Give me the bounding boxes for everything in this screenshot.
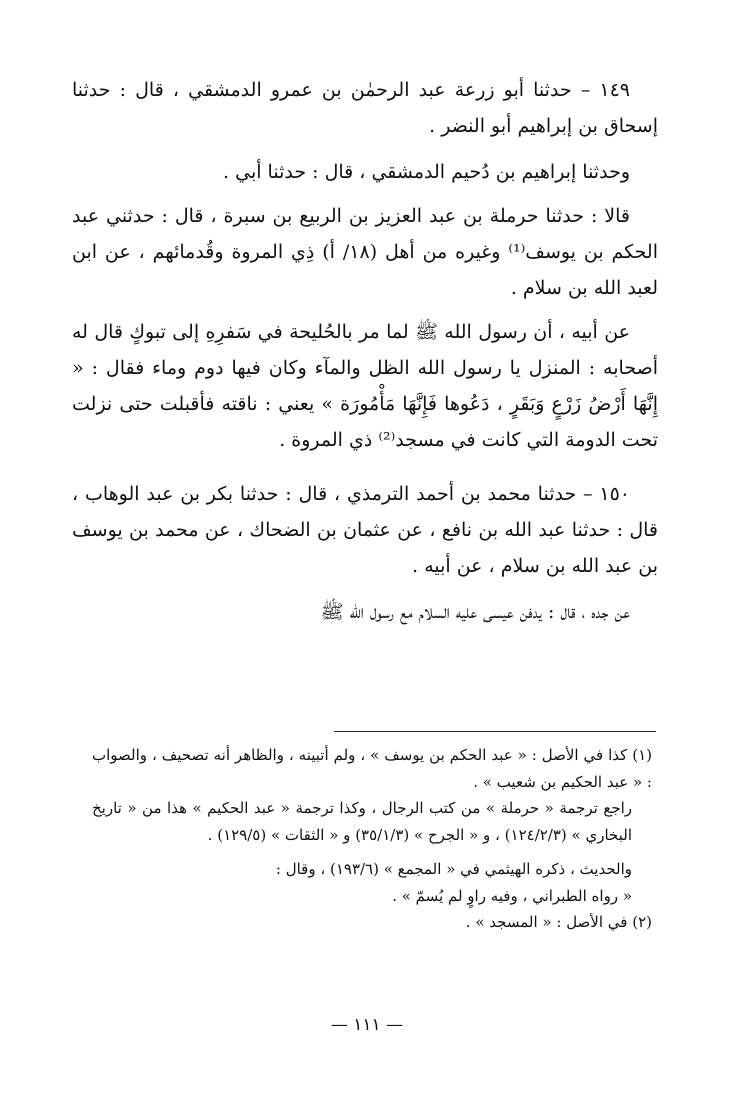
hadith-149-common-chain: قالا : حدثنا حرملة بن عبد العزيز بن الربيع بن سبرة ، قال : حدثني عبد الحكم بن يوسف⁽¹⁾ وغيره من أهل (١٨/ أ) ذِي المروة وقُدمائهم ، عن ابن لعبد الله بن سلام .: [72, 205, 658, 299]
footnote-2: (٢) في الأصل : « المسجد » .: [465, 913, 652, 931]
hadith-149-second-chain: وحدثنا إبراهيم بن دُحيم الدمشقي ، قال : حدثنا أبي .: [223, 161, 630, 183]
footnotes: [92, 742, 652, 936]
page-number: — ١١١ —: [330, 1015, 404, 1035]
main-text: [72, 72, 658, 630]
hadith-149-matn: عن أبيه ، أن رسول الله ﷺ لما مر بالحُليحة في سَفرِهِ إلى تبوكٍ قال له أصحابه : المنزل يا رسول الله الظل والمآء وكان فيها دوم وماء فقال : « إِنَّهَا أَرْضُ زَرْعٍ وَبَقَرٍ ، دَعُوها فَإِنَّهَا مَأْمُورَة » يعني : ناقته فأقبلت حتى نزلت تحت الدومة التي كانت في مسجد⁽²⁾ ذي المروة .: [72, 321, 658, 451]
footnote-1: (١) كذا في الأصل : « عبد الحكم بن يوسف » ، ولم أتبينه ، والظاهر أنه تصحيف ، والصواب : « عبد الحكيم بن شعيب » .: [92, 746, 652, 791]
hadith-150-isnad: ١٥٠ – حدثنا محمد بن أحمد الترمذي ، قال : حدثنا بكر بن عبد الوهاب ، قال : حدثنا عبد الله بن نافع ، عن عثمان بن الضحاك ، عن محمد بن يوسف بن عبد الله بن سلام ، عن أبيه .: [72, 483, 658, 577]
footnote-1-references: راجع ترجمة « حرملة » من كتب الرجال ، وكذا ترجمة « عبد الحكيم » هذا من « تاريخ البخاري » (١٢٤/٢/٣) ، و « الجرح » (٣٥/١/٣) و « الثقات » (١٢٩/٥) .: [92, 799, 632, 844]
footnote-1-haythami: والحديث ، ذكره الهيثمي في « المجمع » (١٩٣/٦) ، وقال :: [275, 860, 632, 878]
footnote-separator: [334, 731, 656, 732]
footnote-1-quote: « رواه الطبراني ، وفيه راوٍ لم يُسمّ » .: [392, 886, 632, 905]
hadith-150-matn: عن جده ، قال : يدفن عيسى عليه السلام مع رسول الله ﷺ: [320, 601, 630, 623]
hadith-149-isnad: ١٤٩ – حدثنا أبو زرعة عبد الرحمٰن بن عمرو الدمشقي ، قال : حدثنا إسحاق بن إبراهيم أبو النضر .: [72, 79, 658, 137]
